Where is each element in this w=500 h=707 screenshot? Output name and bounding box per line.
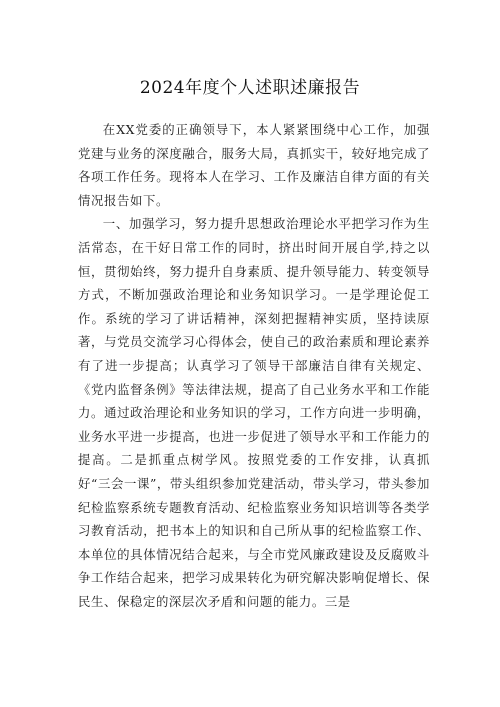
- paragraph-section-one: 一、加强学习，努力提升思想政治理论水平把学习作为生活常态，在干好日常工作的同时，挤出时间开展自学,持之以恒，贯彻始终，努力提升自身素质、提升领导能力、转变领导方式，不断加强政治理论和业务知识学习。一是学理论促工作。系统的学习了讲话精神，深刻把握精神实质，坚持读原著，与党员交流学习心得体会，使自己的政治素质和理论素养有了进一步提高；认真学习了领导干部廉洁自律有关规定、《党内监督条例》等法律法规，提高了自己业务水平和工作能力。通过政治理论和业务知识的学习，工作方向进一步明确，业务水平进一步提高，也进一步促进了领导水平和工作能力的提高。二是抓重点树学风。按照党委的工作安排，认真抓好“三会一课”，带头组织参加党建活动，带头学习，带头参加纪检监察系统专题教育活动、纪检监察业务知识培训等各类学习教育活动，把书本上的知识和自己所从事的纪检监察工作、本单位的具体情况结合起来，与全市党风廉政建设及反腐败斗争工作结合起来，把学习成果转化为研究解决影响促增长、保民生、保稳定的深层次矛盾和问题的能力。三是: [78, 216, 430, 609]
- paragraph-intro: 在XX党委的正确领导下，本人紧紧围绕中心工作，加强党建与业务的深度融合，服务大局，真抓实干，较好地完成了各项工作任务。现将本人在学习、工作及廉洁自律方面的有关情况报告如下。: [78, 122, 430, 208]
- document-title: 2024年度个人述职述廉报告: [139, 78, 361, 99]
- document-body: [78, 118, 430, 613]
